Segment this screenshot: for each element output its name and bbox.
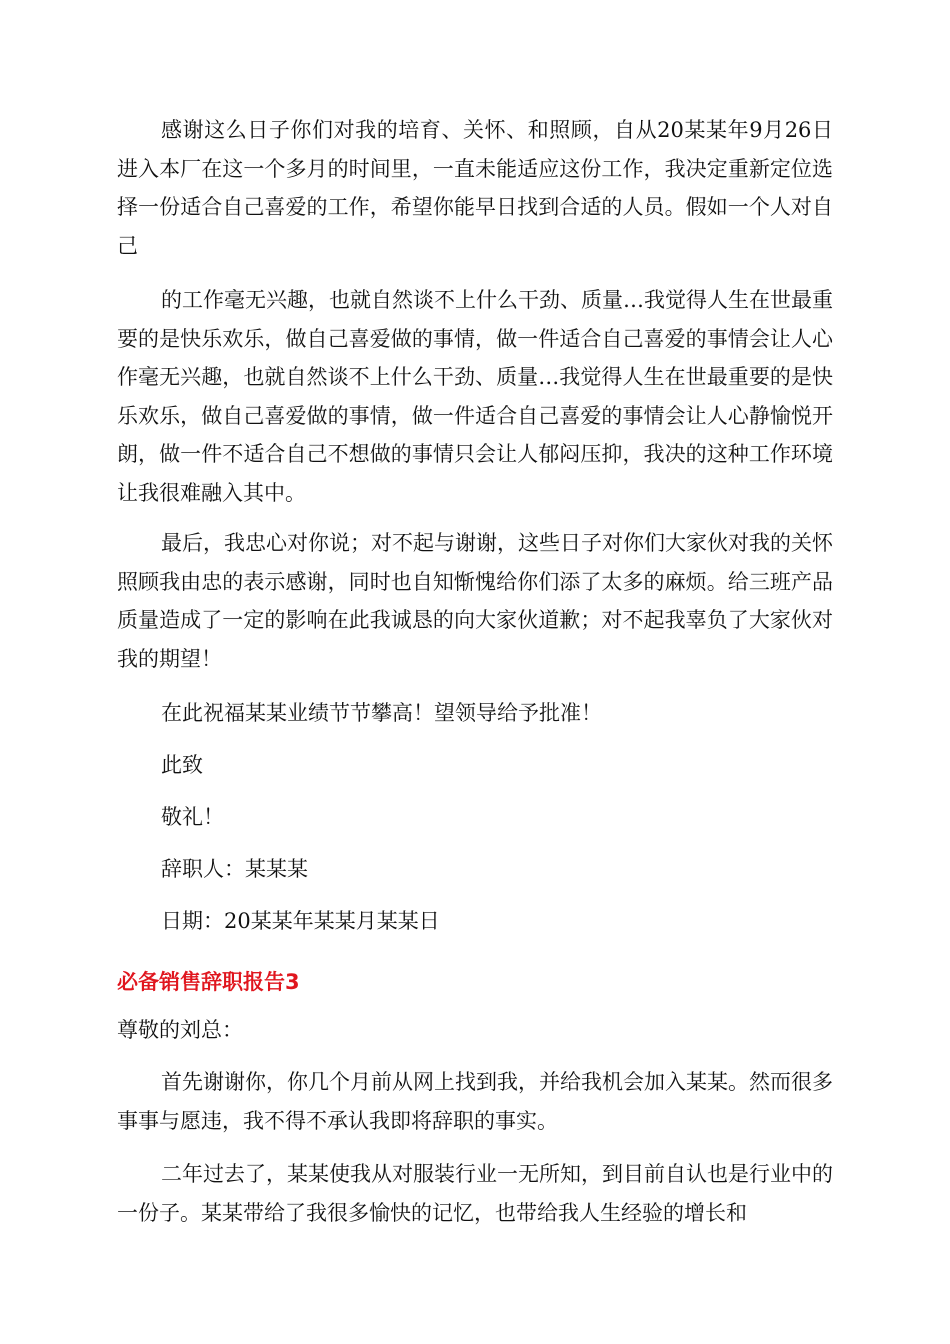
paragraph-two-years: 二年过去了，某某使我从对服装行业一无所知，到目前自认也是行业中的一份子。某某带给了我很多愉快的记忆，也带给我人生经验的增长和 [117, 1162, 833, 1225]
closing-cizhi: 此致 [161, 753, 203, 777]
paragraph-gratitude: 感谢这么日子你们对我的培育、关怀、和照顾，自从20某某年9月26日进入本厂在这一个多月的时间里，一直未能适应这份工作，我决定重新定位选择一份适合自己喜爱的工作，希望你能早日找到合适的人员。假如一个人对自己 [117, 118, 833, 258]
paragraph-apology: 最后，我忠心对你说；对不起与谢谢，这些日子对你们大家伙对我的关怀照顾我由忠的表示感谢，同时也自知惭愧给你们添了太多的麻烦。给三班产品质量造成了一定的影响在此我诚恳的向大家伙道歉；对不起我辜负了大家伙对我的期望！ [117, 531, 833, 671]
section-heading: 必备销售辞职报告3 [117, 970, 300, 994]
signature-resigner: 辞职人：某某某 [161, 857, 308, 881]
paragraph-blessing: 在此祝福某某业绩节节攀高！望领导给予批准！ [161, 701, 602, 725]
closing-jingli: 敬礼！ [161, 805, 224, 829]
paragraph-work-interest: 的工作毫无兴趣，也就自然谈不上什么干劲、质量…我觉得人生在世最重要的是快乐欢乐，做自己喜爱做的事情，做一件适合自己喜爱的事情会让人心作毫无兴趣，也就自然谈不上什么干劲、质量…我觉得人生在世最重要的是快乐欢乐，做自己喜爱做的事情，做一件适合自己喜爱的事情会让人心静愉悦开朗，做一件不适合自己不想做的事情只会让人郁闷压抑，我决的这种工作环境让我很难融入其中。 [117, 288, 833, 505]
salutation: 尊敬的刘总： [117, 1018, 243, 1042]
paragraph-thanks: 首先谢谢你，你几个月前从网上找到我，并给我机会加入某某。然而很多事事与愿违，我不得不承认我即将辞职的事实。 [117, 1070, 833, 1133]
signature-date: 日期：20某某年某某月某某日 [161, 909, 440, 933]
